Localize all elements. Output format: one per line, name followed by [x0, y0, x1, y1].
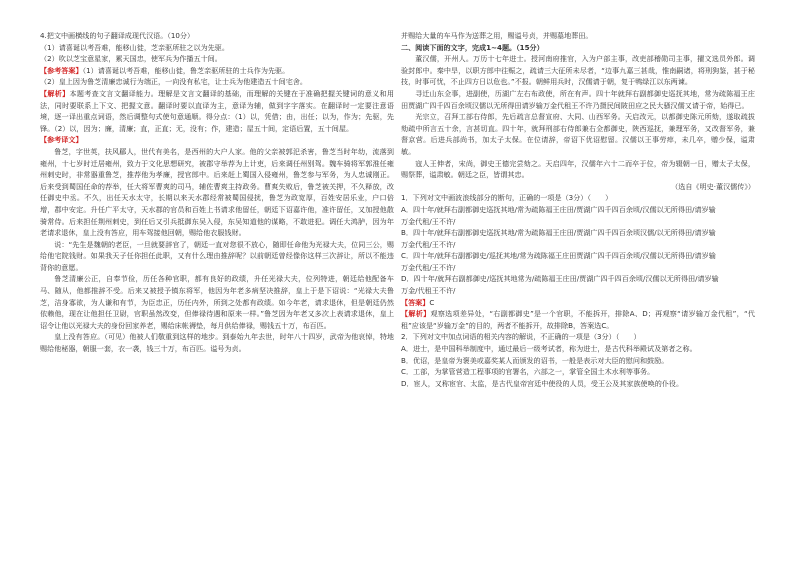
question-4: 4.把文中画横线的句子翻译成现代汉语。（10分） [40, 31, 195, 40]
right-column [401, 30, 755, 389]
q2-option-a: A．进士，是中国科举制度中，通过最后一级考试者，称为进士，是古代科举殿试及第者之称。 [401, 344, 697, 354]
passage-paragraph-1 [401, 53, 755, 88]
analysis-line [401, 308, 755, 331]
option-d-cont: 万金/代租王不许/ [401, 286, 456, 296]
answer-line [401, 297, 755, 309]
quote-sign: 说： [54, 239, 69, 249]
passage-paragraph-1-tail: 不报。朝鲜用兵时，汉儒请于朝，复于鸭绿江以东两谏。 [514, 77, 692, 87]
answer-1: （1）请喜诞以考吾难，能移山徙，鲁芝亲驱所驻的士兵作为先驱。 [82, 65, 290, 75]
reference-answer-2: （2）皇上因为鲁芝清廉忠诚行为端正，一向没有私宅，让士兵为他建造五十间宅舍。 [40, 77, 307, 87]
passage-source: （选自《明史·董汉儒传》） [671, 181, 755, 191]
question-4-item-2: （2）吹以芝宝意星家，累天国忠，使军兵为作播五十间。 [40, 54, 222, 64]
translation-paragraph-2 [40, 239, 394, 274]
analysis-text: 本题考查文言文翻译能力。理解是文言文翻译的基础，而理解的关键在于准确把握关键词的意义和用法，同时要联系上下文、把握文意。翻译时要以直译为主，意译为辅，做到字字落实。在翻译时一定要注意语境，逐一译出重点词语，然后调整句式使句意通顺。得分点：（1）以，凭借；由，出任；以为，作为；先驱，先锋。（2）以，因为；廉，清廉；直，正直；无，没有；作，建造；屋五十间，定语后置，五十间屋。 [40, 88, 395, 133]
analysis-label: 【解析】 [40, 88, 70, 98]
answer-label: 【参考答案】 [40, 65, 83, 75]
passage-paragraph-1-text: 董汉儒，开州人。万历十七年进士。授河南府推官，入为户部主事，改吏部稽勋司主事，擢文选员外郎。调验封郎中。秦中旱，以职方郎中往赈之，疏请三大征所未尽者， [401, 54, 755, 75]
translation-paragraph-2b: ，朝廷一直对您很不放心，随即任命他为光禄大夫，位同三公，赐给他宅院钱财。 [40, 239, 395, 261]
carry-over-line: 并赐给大量的车马作为送葬之用，赐谥号贞，并赐墓地葬田。 [401, 31, 593, 40]
q2-option-c: C．工部，为掌管营造工程事项的官署名，六部之一，掌管全国土木水利等事务。 [401, 367, 655, 377]
question-4-item-1: （1）请喜诞以考吾难，能移山徙，芝亲驱所驻之以为先驱。 [40, 42, 229, 52]
analysis [40, 88, 394, 134]
answer-value: C [429, 297, 435, 307]
translation-label: 【参考译文】 [40, 135, 83, 145]
option-d: D．四十年/就拜右副都御史/巡抚其地常为/疏陈福王庄田/贾湖广四千四百余顷/汉儒以无所得田/请岁输 [401, 274, 719, 284]
translation-paragraph-2a: 如果我天子任你担任此职，又有什么理由推辞呢？以前朝廷曾经像你这样三次辞让，所以不能违背你的意愿。 [40, 251, 395, 272]
option-c: C．四十年/就拜右副都御史/巡抚其地/常为疏陈福王庄田贾湖广四千四百余顷/汉儒以无所得田/请岁输 [401, 251, 716, 261]
q2-option-b: B．优诏，是皇帝为褒美或嘉奖某人而颁发的诏书，一般是表示对大臣的慰问和鼓励。 [401, 355, 669, 365]
question-2: 2．下列对文中加点词语的相关内容的解说，不正确的一项是（3分）（ ） [401, 332, 641, 342]
underlined-quote: “先生是魏朝的老臣，一旦就要辞官了 [68, 239, 187, 249]
passage-quote: “边事九嘉三甚哉，惟南嗣诸，将刑狗鉴，甚于秘技，时事可忧，不止四方日以危也。” [401, 65, 755, 87]
analysis-text: 观察选项差异处，“右副都御史”是一个官职，不能拆开，排除A、D；再观察“请岁输万金代租”，“代租”应该是“岁输万金”的目的，两者不能拆开，故排除B，答案选C。 [401, 309, 756, 330]
translation-paragraph-3: 鲁芝清廉公正，自奉节俭，历任各种官职，都有良好的政绩，升任光禄大夫，位列特进，朝廷给他配备车马、随从，他都推辞不受。后来又被授予镇东将军，他因为年老多病坚决推辞，皇上于是下诏说：“光禄大夫鲁芝，洁身寡欲，为人谦和有节，为臣忠正，历任内外，所到之处都有政绩。如今年老，请求退休，但是朝廷仍然依赖他，现在让他担任卫尉，官职虽然改变，但俸禄待遇和原来一样。”鲁芝因为年老又多次上表请求退休，皇上诏令让他以光禄大夫的身份回家养老，赐给床帐褥垫，每月供给俸禄，赐钱五十万，布百匹。 [40, 274, 394, 330]
reference-answer [40, 65, 394, 77]
q2-option-d: D．宦人，又称宦官、太监，是古代皇帝宫廷中使役的人员，受王公及其家族使唤的仆役。 [401, 378, 684, 388]
translation-paragraph-4: 皇上没有答应。（可见）他被人们敬重到这样的地步。到泰始九年去世，时年八十四岁，武帝为他哀悼，特地赐给他秘器，朝服一套，衣一袭，钱三十万，布百匹。谥号为贞。 [40, 332, 394, 354]
option-a: A．四十年/就拜右副都御史巡抚其地/常为疏陈福王庄田/贾湖广四千四百余顷/汉儒以无所得田/请岁输 [401, 204, 716, 214]
section-2-heading: 二、阅读下面的文字，完成1~4题。（15分） [401, 42, 544, 52]
option-b: B．四十年/就拜右副都御史巡抚其地/常为疏陈福王庄田/贾湖广四千四百余顷汉儒/以无所得田/请岁输 [401, 228, 716, 238]
option-a-cont: 万金代租/王不许/ [401, 216, 456, 226]
answer-label: 【答案】 [401, 297, 430, 307]
translation-paragraph-1: 鲁芝，字世英，扶风郿人，世代有美名，是西州的大户人家。他的父亲被郭汜杀害，鲁芝当时年幼，流落到雍州，十七岁时迁居雍州，致力于文化思想研究，被郡守举荐为上计吏，后来调任州别驾。魏车骑将军郭淮任雍州刺史时，非常器重鲁芝，推荐他为孝廉，授官郎中。后来赶上蜀国入侵雍州，鲁芝参与军务，为人忠诚刚正。后来受到蜀国任命的荐举，任大将军曹爽的司马，辅佐曹爽主持政务。曹爽失败后，鲁芝被关押，不久释放，改任御史中丞。不久，出任天水太守，长期以来天水郡经常被蜀国侵扰，鲁芝为政宽厚，百姓安居乐业，户口倍增，郡中安定。升任广平太守，天水郡的官员和百姓上书请求他留任，朝廷下诏嘉许他，准许留任，又加授他散骑常侍。后来担任荆州刺史，到任后又引兵抵御东吴入侵，东吴知道他的谋略，不敢进犯。调任大鸿胪，因为年老请求退休，皇上没有答应，用车驾接他回朝，赐给他衣服钱财。 [40, 146, 394, 238]
passage-paragraph-3: 光宗立，召拜工部右侍郎，先后疏言总督宣府、大同、山西军务。天启改元，以都御史陈元所劾，遂取疏拔劾疏中所言五十余，言甚切直。四十年，就拜刑部右侍郎兼右佥都御史，陕西巡抚，兼理军务，又改督军务，兼督京营。后进兵部尚书，加太子太保。在位请辞，帝诏下优诏慰留。汉儒以王事劳瘁，未几卒，赠少保，谥肃敏。 [401, 112, 755, 156]
question-1: 1．下列对文中画波浪线部分的断句，正确的一项是（3分）（ ） [401, 193, 613, 203]
left-column [40, 30, 394, 355]
option-c-cont: 万金代租/王不许/ [401, 262, 456, 272]
analysis-label: 【解析】 [401, 309, 431, 319]
option-b-cont: 万金代租/王不许/ [401, 239, 456, 249]
passage-paragraph-2: 寻迁山东佥事，进副使，历湖广左右布政使，所在有声。四十年就拜右副都御史巡抚其地，常为疏陈福王庄田贾湖广四千四百余顷汉儒以无所得田请岁输万金代租王不许乃摄民间陂田应之民大骚汉儒又请于帝，始得已。 [401, 88, 755, 110]
passage-paragraph-4: 寇人王伸者，宋尚，御史王德完尝劾之。天启四年，汉儒年六十二而卒于位，帝为辍朝一日，赠太子太保，赐祭葬，谥肃敏。朝廷之臣，皆谓其忠。 [401, 158, 755, 180]
